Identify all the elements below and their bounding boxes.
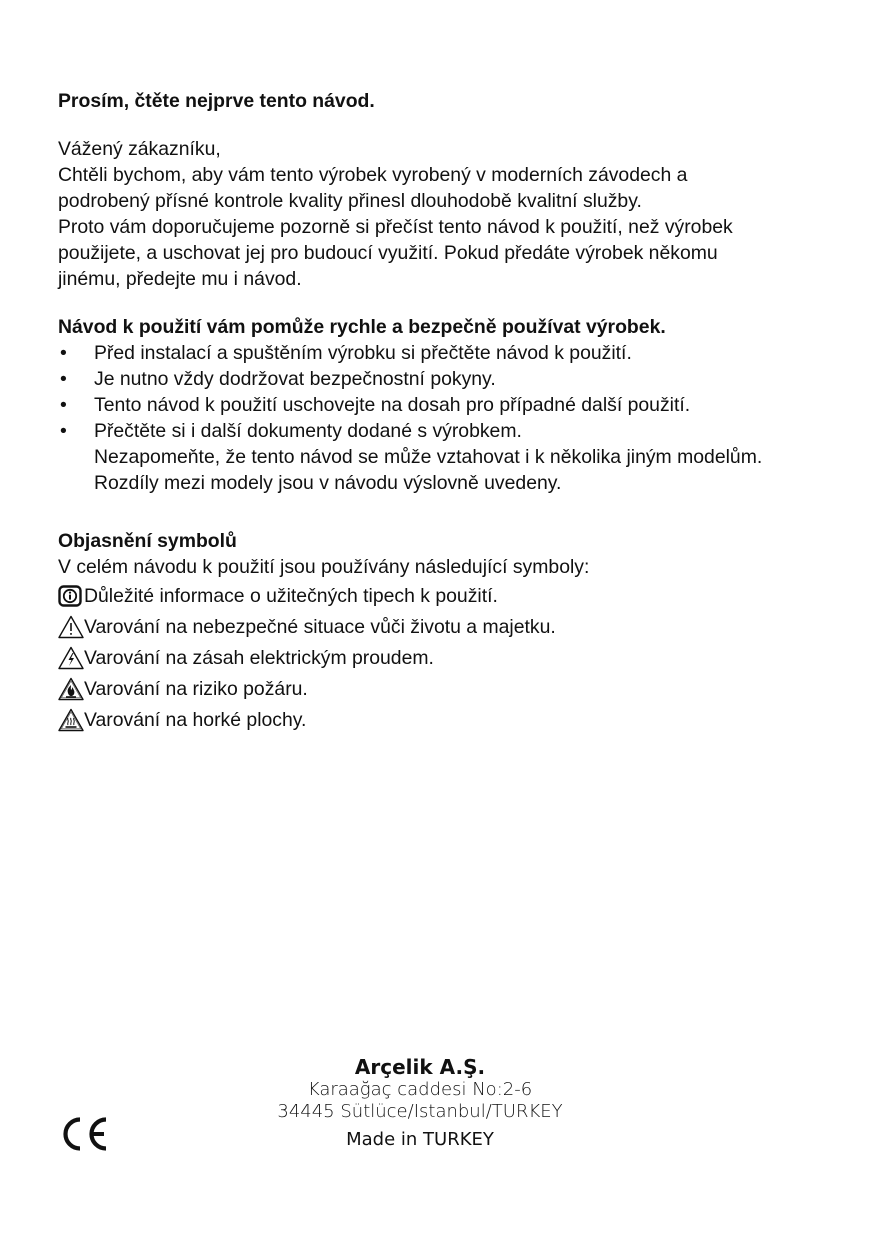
fire-warning-icon	[58, 677, 84, 701]
bullet-glyph: •	[60, 368, 67, 390]
made-in: Made in TURKEY	[346, 1129, 494, 1150]
spacer	[58, 292, 838, 314]
intro-line: Proto vám doporučujeme pozorně si přečíst tento návod k použití, než výrobek	[58, 216, 733, 238]
greeting: Vážený zákazníku,	[58, 138, 221, 160]
symbols-heading: Objasnění symbolů	[58, 530, 237, 552]
spacer	[58, 114, 838, 136]
guide-heading: Návod k použití vám pomůže rychle a bezpečně používat výrobek.	[58, 316, 666, 338]
intro-line: podrobený přísné kontrole kvality přinesl dlouhodobě kvalitní služby.	[58, 190, 642, 212]
symbol-text: Varování na riziko požáru.	[84, 677, 308, 700]
symbol-text: Varování na nebezpečné situace vůči životu a majetku.	[84, 615, 556, 638]
intro-line: jinému, předejte mu i návod.	[58, 268, 302, 290]
manual-page	[58, 88, 838, 735]
bullet-text: Tento návod k použití uschovejte na dosah pro případné další použití.	[94, 394, 691, 416]
company-name: Arçelik A.Ş.	[354, 1055, 486, 1079]
list-item	[58, 392, 838, 418]
symbol-item-info	[58, 580, 838, 611]
warning-triangle-icon	[58, 615, 84, 639]
bullet-glyph: •	[60, 420, 67, 442]
spacer	[58, 496, 838, 516]
list-item	[58, 340, 838, 366]
symbol-item-electric	[58, 642, 838, 673]
intro-line: použijete, a uschovat jej pro budoucí využití. Pokud předáte výrobek někomu	[58, 242, 718, 264]
hot-surface-warning-icon	[58, 708, 84, 732]
intro-line: Chtěli bychom, aby vám tento výrobek vyrobený v moderních závodech a	[58, 164, 688, 186]
symbol-text: Důležité informace o užitečných tipech k použití.	[84, 584, 498, 607]
bullet-glyph: •	[60, 342, 67, 364]
list-item	[58, 366, 838, 392]
bullet-text: Přečtěte si i další dokumenty dodané s výrobkem.	[94, 420, 522, 442]
intro-heading: Prosím, čtěte nejprve tento návod.	[58, 90, 375, 112]
manufacturer-info	[190, 1055, 650, 1151]
bullet-text: Je nutno vždy dodržovat bezpečnostní pokyny.	[94, 368, 496, 390]
bullet-continuation: Rozdíly mezi modely jsou v návodu výslovně uvedeny.	[94, 472, 562, 494]
electric-shock-warning-icon	[58, 646, 84, 670]
ce-mark-icon	[58, 1114, 110, 1154]
spacer	[58, 516, 838, 528]
list-item	[58, 418, 838, 496]
symbol-item-warning	[58, 611, 838, 642]
bullet-glyph: •	[60, 394, 67, 416]
bullet-text: Před instalací a spuštěním výrobku si přečtěte návod k použití.	[94, 342, 632, 364]
info-icon	[58, 584, 84, 608]
bullet-continuation: Nezapomeňte, že tento návod se může vztahovat i k několika jiným modelům.	[94, 446, 763, 468]
symbol-item-fire	[58, 673, 838, 704]
address-line: 34445 Sütlüce/Istanbul/TURKEY	[277, 1101, 563, 1122]
symbol-item-hot-surface	[58, 704, 838, 735]
symbol-text: Varování na zásah elektrickým proudem.	[84, 646, 434, 669]
address-line: Karaağaç caddesi No:2-6	[307, 1079, 533, 1100]
symbol-text: Varování na horké plochy.	[84, 708, 307, 731]
symbols-intro: V celém návodu k použití jsou používány následující symboly:	[58, 556, 590, 578]
guide-bullet-list	[58, 340, 838, 496]
